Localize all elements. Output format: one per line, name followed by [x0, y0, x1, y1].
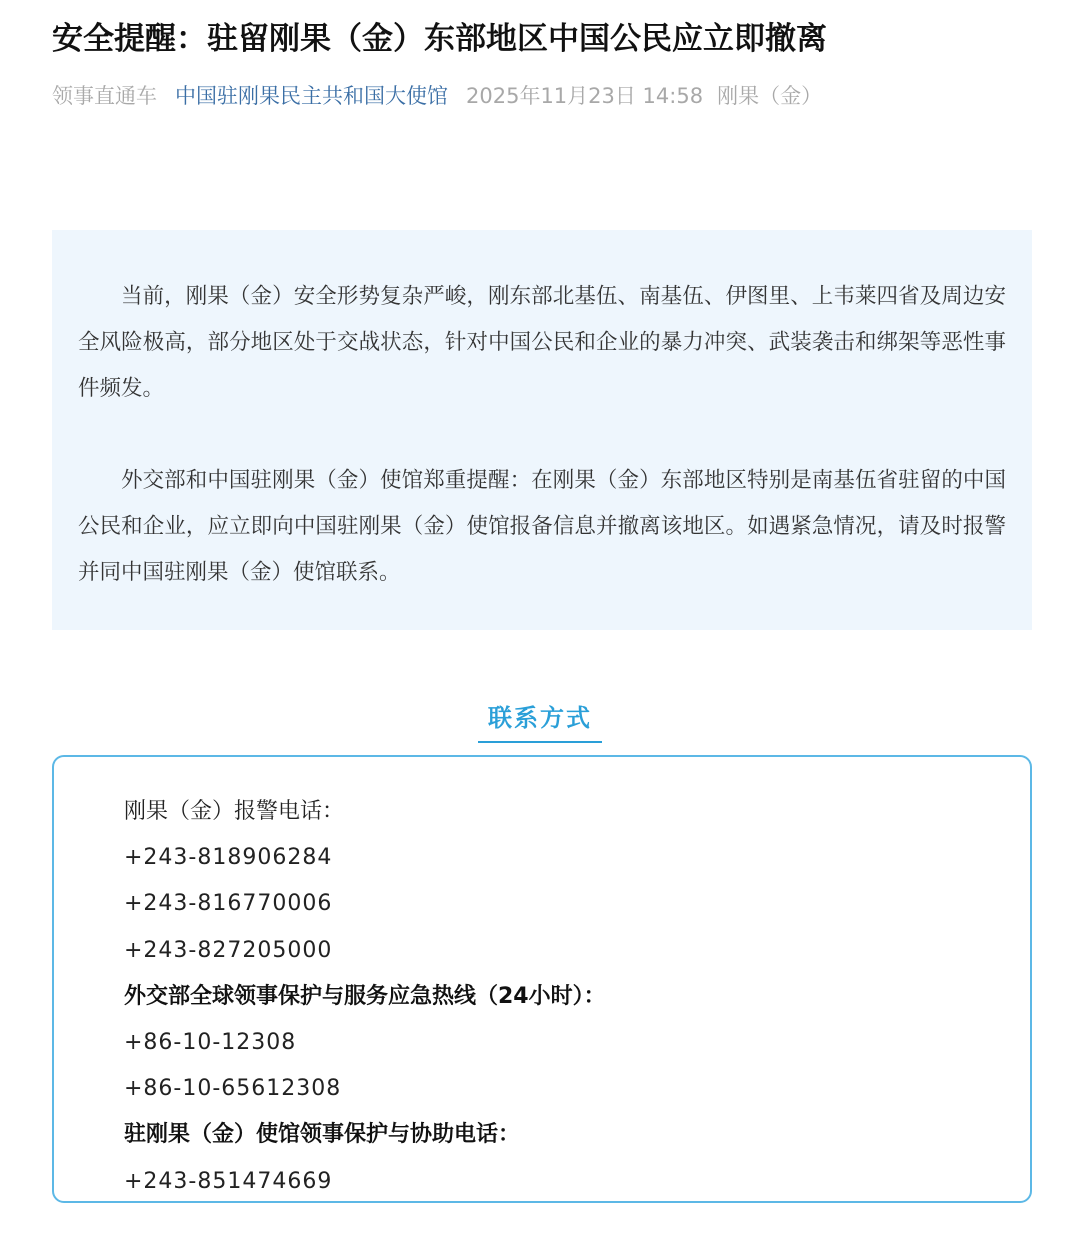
- article-meta: [52, 78, 840, 112]
- notice-paragraph: 当前，刚果（金）安全形势复杂严峻，刚东部北基伍、南基伍、伊图里、上韦莱四省及周边安全风险极高，部分地区处于交战状态，针对中国公民和企业的暴力冲突、武装袭击和绑架等恶性事件频发。: [78, 284, 1006, 401]
- channel-label[interactable]: 领事直通车: [52, 84, 157, 108]
- embassy-label: 驻刚果（金）使馆领事保护与协助电话：: [124, 1122, 521, 1148]
- police-phone[interactable]: +243-818906284: [124, 845, 333, 871]
- notice-paragraph: 外交部和中国驻刚果（金）使馆郑重提醒：在刚果（金）东部地区特别是南基伍省驻留的中国公民和企业，应立即向中国驻刚果（金）使馆报备信息并撤离该地区。如遇紧急情况，请及时报警并同中国驻刚果（金）使馆联系。: [78, 468, 1006, 585]
- location-label: 刚果（金）: [717, 84, 823, 108]
- police-phone[interactable]: +243-827205000: [124, 937, 333, 963]
- police-label: 刚果（金）报警电话：: [124, 799, 345, 824]
- contact-heading: [0, 692, 1080, 743]
- police-phone[interactable]: +243-816770006: [124, 891, 333, 917]
- hotline-label: 外交部全球领事保护与服务应急热线（24小时）：: [124, 983, 606, 1009]
- contact-heading-label: 联系方式: [478, 692, 602, 743]
- hotline-phone[interactable]: +86-10-65612308: [124, 1076, 342, 1102]
- article-title: 安全提醒：驻留刚果（金）东部地区中国公民应立即撤离: [52, 21, 827, 57]
- source-link[interactable]: 中国驻刚果民主共和国大使馆: [175, 84, 448, 108]
- embassy-phone[interactable]: +243-851474669: [124, 1168, 333, 1194]
- contact-box: [52, 755, 1032, 1203]
- notice-box: [52, 230, 1032, 630]
- hotline-phone[interactable]: +86-10-12308: [124, 1030, 297, 1056]
- publish-datetime: 2025年11月23日 14:58: [466, 84, 704, 108]
